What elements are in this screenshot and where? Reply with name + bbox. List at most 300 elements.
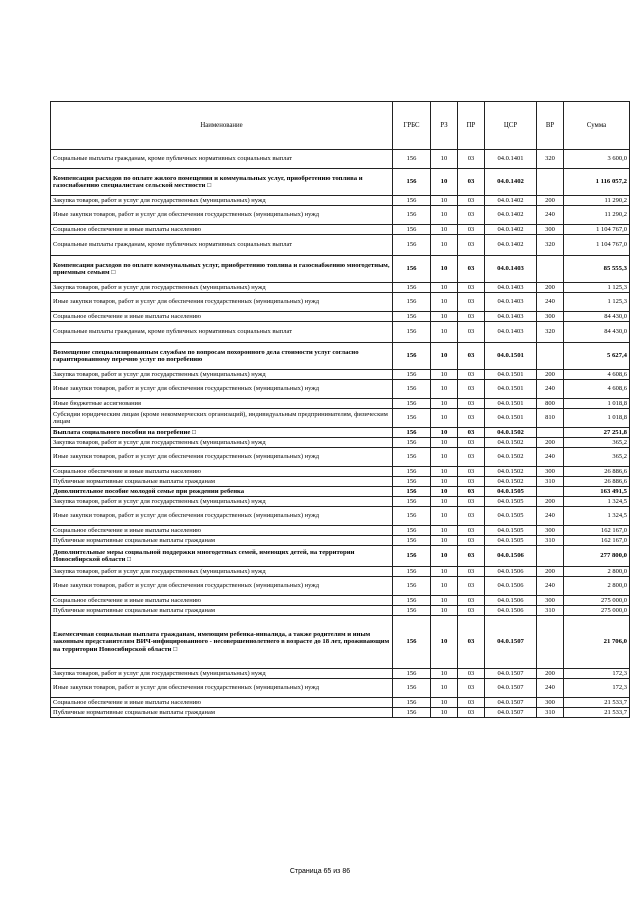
cell-rz: 10 bbox=[431, 322, 458, 343]
cell-grbs: 156 bbox=[393, 428, 431, 438]
header-rz: РЗ bbox=[431, 102, 458, 150]
cell-vr: 240 bbox=[537, 206, 564, 225]
cell-rz: 10 bbox=[431, 546, 458, 567]
cell-csr: 04.0.1507 bbox=[485, 698, 537, 708]
cell-vr: 200 bbox=[537, 283, 564, 293]
cell-name: Закупка товаров, работ и услуг для государственных (муниципальных) нужд bbox=[51, 669, 393, 679]
table-row bbox=[51, 567, 630, 577]
budget-table bbox=[50, 101, 630, 718]
cell-sum: 21 706,0 bbox=[564, 616, 630, 669]
cell-grbs: 156 bbox=[393, 546, 431, 567]
cell-rz: 10 bbox=[431, 293, 458, 312]
cell-vr: 300 bbox=[537, 596, 564, 606]
table-section-row bbox=[51, 169, 630, 196]
cell-grbs: 156 bbox=[393, 596, 431, 606]
cell-name: Иные закупки товаров, работ и услуг для обеспечения государственных (муниципальных) нужд bbox=[51, 448, 393, 467]
table-row bbox=[51, 708, 630, 718]
cell-sum: 5 627,4 bbox=[564, 343, 630, 370]
cell-rz: 10 bbox=[431, 526, 458, 536]
cell-vr: 200 bbox=[537, 196, 564, 206]
table-row bbox=[51, 322, 630, 343]
table-row bbox=[51, 438, 630, 448]
cell-csr: 04.0.1402 bbox=[485, 225, 537, 235]
cell-grbs: 156 bbox=[393, 477, 431, 487]
cell-name: Социальное обеспечение и иные выплаты населению bbox=[51, 596, 393, 606]
cell-vr: 320 bbox=[537, 322, 564, 343]
table-row bbox=[51, 467, 630, 477]
cell-grbs: 156 bbox=[393, 343, 431, 370]
cell-rz: 10 bbox=[431, 477, 458, 487]
cell-sum: 21 533,7 bbox=[564, 698, 630, 708]
table-row bbox=[51, 293, 630, 312]
cell-rz: 10 bbox=[431, 679, 458, 698]
cell-rz: 10 bbox=[431, 708, 458, 718]
cell-pr: 03 bbox=[458, 708, 485, 718]
cell-name: Закупка товаров, работ и услуг для государственных (муниципальных) нужд bbox=[51, 567, 393, 577]
cell-sum: 26 886,6 bbox=[564, 477, 630, 487]
cell-grbs: 156 bbox=[393, 487, 431, 497]
header-grbs: ГРБС bbox=[393, 102, 431, 150]
cell-csr: 04.0.1402 bbox=[485, 196, 537, 206]
table-row bbox=[51, 526, 630, 536]
cell-csr: 04.0.1506 bbox=[485, 546, 537, 567]
cell-sum: 3 600,0 bbox=[564, 150, 630, 169]
cell-rz: 10 bbox=[431, 536, 458, 546]
cell-sum: 277 800,0 bbox=[564, 546, 630, 567]
cell-name: Компенсация расходов по оплате коммунальных услуг, приобретению топлива и газоснабжению многодетным, приемным семьям □ bbox=[51, 256, 393, 283]
cell-grbs: 156 bbox=[393, 312, 431, 322]
cell-grbs: 156 bbox=[393, 497, 431, 507]
cell-rz: 10 bbox=[431, 283, 458, 293]
cell-vr: 310 bbox=[537, 708, 564, 718]
cell-grbs: 156 bbox=[393, 616, 431, 669]
table-body bbox=[51, 150, 630, 718]
cell-grbs: 156 bbox=[393, 256, 431, 283]
cell-csr: 04.0.1505 bbox=[485, 536, 537, 546]
cell-name: Социальные выплаты гражданам, кроме публичных нормативных социальных выплат bbox=[51, 235, 393, 256]
table-row bbox=[51, 536, 630, 546]
cell-pr: 03 bbox=[458, 399, 485, 409]
cell-name: Иные закупки товаров, работ и услуг для обеспечения государственных (муниципальных) нужд bbox=[51, 293, 393, 312]
cell-sum: 1 104 767,0 bbox=[564, 235, 630, 256]
cell-rz: 10 bbox=[431, 448, 458, 467]
cell-csr: 04.0.1505 bbox=[485, 526, 537, 536]
cell-name: Закупка товаров, работ и услуг для государственных (муниципальных) нужд bbox=[51, 370, 393, 380]
cell-csr: 04.0.1506 bbox=[485, 596, 537, 606]
cell-csr: 04.0.1505 bbox=[485, 487, 537, 497]
cell-vr: 240 bbox=[537, 448, 564, 467]
cell-sum: 365,2 bbox=[564, 448, 630, 467]
table-header bbox=[51, 102, 630, 150]
cell-sum: 172,3 bbox=[564, 679, 630, 698]
table-row bbox=[51, 507, 630, 526]
table-row bbox=[51, 497, 630, 507]
cell-vr bbox=[537, 256, 564, 283]
cell-csr: 04.0.1403 bbox=[485, 312, 537, 322]
page-number: Страница 65 из 86 bbox=[289, 868, 351, 875]
cell-csr: 04.0.1506 bbox=[485, 567, 537, 577]
cell-name: Субсидии юридическим лицам (кроме некоммерческих организаций), индивидуальным предпринимателям, физическим лицам bbox=[51, 409, 393, 428]
cell-grbs: 156 bbox=[393, 669, 431, 679]
cell-vr bbox=[537, 616, 564, 669]
cell-grbs: 156 bbox=[393, 235, 431, 256]
cell-vr: 240 bbox=[537, 293, 564, 312]
header-vr: ВР bbox=[537, 102, 564, 150]
cell-name: Закупка товаров, работ и услуг для государственных (муниципальных) нужд bbox=[51, 497, 393, 507]
cell-grbs: 156 bbox=[393, 409, 431, 428]
cell-name: Закупка товаров, работ и услуг для государственных (муниципальных) нужд bbox=[51, 196, 393, 206]
cell-rz: 10 bbox=[431, 596, 458, 606]
cell-sum: 1 104 767,0 bbox=[564, 225, 630, 235]
table-row bbox=[51, 606, 630, 616]
cell-pr: 03 bbox=[458, 225, 485, 235]
table-row bbox=[51, 577, 630, 596]
cell-csr: 04.0.1501 bbox=[485, 399, 537, 409]
cell-vr: 200 bbox=[537, 370, 564, 380]
cell-csr: 04.0.1402 bbox=[485, 235, 537, 256]
cell-sum: 84 430,0 bbox=[564, 312, 630, 322]
cell-pr: 03 bbox=[458, 150, 485, 169]
cell-vr: 200 bbox=[537, 438, 564, 448]
cell-name: Социальное обеспечение и иные выплаты населению bbox=[51, 526, 393, 536]
cell-rz: 10 bbox=[431, 370, 458, 380]
cell-grbs: 156 bbox=[393, 536, 431, 546]
cell-csr: 04.0.1401 bbox=[485, 150, 537, 169]
cell-pr: 03 bbox=[458, 196, 485, 206]
cell-grbs: 156 bbox=[393, 169, 431, 196]
table-row bbox=[51, 312, 630, 322]
cell-vr: 300 bbox=[537, 698, 564, 708]
cell-sum: 1 324,5 bbox=[564, 507, 630, 526]
cell-pr: 03 bbox=[458, 596, 485, 606]
cell-grbs: 156 bbox=[393, 679, 431, 698]
cell-pr: 03 bbox=[458, 235, 485, 256]
cell-grbs: 156 bbox=[393, 293, 431, 312]
cell-name: Иные бюджетные ассигнования bbox=[51, 399, 393, 409]
cell-rz: 10 bbox=[431, 343, 458, 370]
table-row bbox=[51, 448, 630, 467]
cell-csr: 04.0.1403 bbox=[485, 283, 537, 293]
table-row bbox=[51, 409, 630, 428]
table-row bbox=[51, 235, 630, 256]
cell-csr: 04.0.1501 bbox=[485, 380, 537, 399]
cell-rz: 10 bbox=[431, 487, 458, 497]
cell-name: Компенсация расходов по оплате жилого помещения и коммунальных услуг, приобретению топлива и газоснабжению специалистам сельской местности □ bbox=[51, 169, 393, 196]
table-section-row bbox=[51, 616, 630, 669]
cell-pr: 03 bbox=[458, 438, 485, 448]
cell-vr: 310 bbox=[537, 477, 564, 487]
cell-rz: 10 bbox=[431, 606, 458, 616]
cell-csr: 04.0.1507 bbox=[485, 616, 537, 669]
cell-rz: 10 bbox=[431, 577, 458, 596]
cell-rz: 10 bbox=[431, 169, 458, 196]
cell-grbs: 156 bbox=[393, 225, 431, 235]
cell-name: Публичные нормативные социальные выплаты гражданам bbox=[51, 477, 393, 487]
cell-vr: 240 bbox=[537, 679, 564, 698]
cell-csr: 04.0.1505 bbox=[485, 497, 537, 507]
cell-sum: 162 167,0 bbox=[564, 526, 630, 536]
cell-name: Иные закупки товаров, работ и услуг для обеспечения государственных (муниципальных) нужд bbox=[51, 577, 393, 596]
cell-rz: 10 bbox=[431, 567, 458, 577]
cell-grbs: 156 bbox=[393, 698, 431, 708]
cell-sum: 365,2 bbox=[564, 438, 630, 448]
cell-name: Социальные выплаты гражданам, кроме публичных нормативных социальных выплат bbox=[51, 322, 393, 343]
cell-pr: 03 bbox=[458, 293, 485, 312]
table-row bbox=[51, 380, 630, 399]
cell-name: Иные закупки товаров, работ и услуг для обеспечения государственных (муниципальных) нужд bbox=[51, 679, 393, 698]
cell-csr: 04.0.1403 bbox=[485, 293, 537, 312]
cell-rz: 10 bbox=[431, 380, 458, 399]
cell-rz: 10 bbox=[431, 467, 458, 477]
cell-rz: 10 bbox=[431, 225, 458, 235]
table-row bbox=[51, 698, 630, 708]
cell-csr: 04.0.1505 bbox=[485, 507, 537, 526]
table-section-row bbox=[51, 428, 630, 438]
cell-vr: 300 bbox=[537, 467, 564, 477]
cell-sum: 163 491,5 bbox=[564, 487, 630, 497]
cell-rz: 10 bbox=[431, 698, 458, 708]
header-pr: ПР bbox=[458, 102, 485, 150]
cell-sum: 1 116 057,2 bbox=[564, 169, 630, 196]
cell-vr: 240 bbox=[537, 380, 564, 399]
cell-pr: 03 bbox=[458, 428, 485, 438]
cell-vr: 810 bbox=[537, 409, 564, 428]
cell-name: Иные закупки товаров, работ и услуг для обеспечения государственных (муниципальных) нужд bbox=[51, 380, 393, 399]
cell-rz: 10 bbox=[431, 206, 458, 225]
cell-csr: 04.0.1501 bbox=[485, 409, 537, 428]
cell-rz: 10 bbox=[431, 669, 458, 679]
cell-vr: 300 bbox=[537, 526, 564, 536]
table-row bbox=[51, 399, 630, 409]
cell-csr: 04.0.1502 bbox=[485, 477, 537, 487]
table-section-row bbox=[51, 487, 630, 497]
cell-pr: 03 bbox=[458, 380, 485, 399]
cell-pr: 03 bbox=[458, 536, 485, 546]
cell-vr: 300 bbox=[537, 312, 564, 322]
cell-pr: 03 bbox=[458, 477, 485, 487]
cell-pr: 03 bbox=[458, 343, 485, 370]
cell-pr: 03 bbox=[458, 679, 485, 698]
cell-pr: 03 bbox=[458, 507, 485, 526]
cell-rz: 10 bbox=[431, 256, 458, 283]
cell-pr: 03 bbox=[458, 577, 485, 596]
cell-grbs: 156 bbox=[393, 196, 431, 206]
cell-rz: 10 bbox=[431, 196, 458, 206]
cell-vr bbox=[537, 546, 564, 567]
table-row bbox=[51, 477, 630, 487]
cell-pr: 03 bbox=[458, 698, 485, 708]
cell-vr bbox=[537, 487, 564, 497]
cell-csr: 04.0.1502 bbox=[485, 438, 537, 448]
cell-grbs: 156 bbox=[393, 467, 431, 477]
cell-vr: 320 bbox=[537, 150, 564, 169]
cell-grbs: 156 bbox=[393, 322, 431, 343]
cell-name: Ежемесячная социальная выплата гражданам, имеющим ребенка-инвалида, а также родителям и иным законным представителям ВИЧ-инфицированного - несовершеннолетнего в возрасте до 18 лет, проживающим на территории Новосибирской области □ bbox=[51, 616, 393, 669]
cell-grbs: 156 bbox=[393, 526, 431, 536]
table-section-row bbox=[51, 256, 630, 283]
cell-grbs: 156 bbox=[393, 283, 431, 293]
cell-sum: 11 290,2 bbox=[564, 206, 630, 225]
header-row bbox=[51, 102, 630, 150]
cell-grbs: 156 bbox=[393, 438, 431, 448]
cell-vr: 240 bbox=[537, 577, 564, 596]
cell-sum: 275 000,0 bbox=[564, 596, 630, 606]
cell-pr: 03 bbox=[458, 606, 485, 616]
cell-vr bbox=[537, 428, 564, 438]
cell-name: Иные закупки товаров, работ и услуг для обеспечения государственных (муниципальных) нужд bbox=[51, 206, 393, 225]
cell-sum: 1 324,5 bbox=[564, 497, 630, 507]
table-row bbox=[51, 225, 630, 235]
cell-csr: 04.0.1506 bbox=[485, 577, 537, 596]
cell-pr: 03 bbox=[458, 526, 485, 536]
cell-pr: 03 bbox=[458, 409, 485, 428]
cell-csr: 04.0.1502 bbox=[485, 428, 537, 438]
cell-pr: 03 bbox=[458, 467, 485, 477]
cell-rz: 10 bbox=[431, 497, 458, 507]
cell-name: Публичные нормативные социальные выплаты гражданам bbox=[51, 606, 393, 616]
cell-rz: 10 bbox=[431, 438, 458, 448]
cell-pr: 03 bbox=[458, 206, 485, 225]
cell-grbs: 156 bbox=[393, 206, 431, 225]
cell-csr: 04.0.1502 bbox=[485, 467, 537, 477]
cell-vr: 320 bbox=[537, 235, 564, 256]
cell-pr: 03 bbox=[458, 283, 485, 293]
cell-name: Закупка товаров, работ и услуг для государственных (муниципальных) нужд bbox=[51, 283, 393, 293]
cell-csr: 04.0.1402 bbox=[485, 169, 537, 196]
table-row bbox=[51, 196, 630, 206]
cell-grbs: 156 bbox=[393, 567, 431, 577]
cell-name: Дополнительные меры социальной поддержки многодетных семей, имеющих детей, на территории Новосибирской области □ bbox=[51, 546, 393, 567]
cell-pr: 03 bbox=[458, 312, 485, 322]
cell-name: Публичные нормативные социальные выплаты гражданам bbox=[51, 708, 393, 718]
cell-csr: 04.0.1501 bbox=[485, 343, 537, 370]
table-row bbox=[51, 150, 630, 169]
cell-sum: 275 000,0 bbox=[564, 606, 630, 616]
cell-grbs: 156 bbox=[393, 507, 431, 526]
cell-name: Социальные выплаты гражданам, кроме публичных нормативных социальных выплат bbox=[51, 150, 393, 169]
cell-vr: 200 bbox=[537, 567, 564, 577]
cell-csr: 04.0.1403 bbox=[485, 322, 537, 343]
cell-rz: 10 bbox=[431, 616, 458, 669]
table-row bbox=[51, 206, 630, 225]
cell-name: Социальное обеспечение и иные выплаты населению bbox=[51, 225, 393, 235]
cell-grbs: 156 bbox=[393, 577, 431, 596]
cell-sum: 2 800,0 bbox=[564, 577, 630, 596]
cell-sum: 1 125,3 bbox=[564, 293, 630, 312]
cell-sum: 162 167,0 bbox=[564, 536, 630, 546]
cell-pr: 03 bbox=[458, 546, 485, 567]
header-csr: ЦСР bbox=[485, 102, 537, 150]
cell-pr: 03 bbox=[458, 256, 485, 283]
cell-sum: 1 018,8 bbox=[564, 399, 630, 409]
table-section-row bbox=[51, 546, 630, 567]
cell-pr: 03 bbox=[458, 370, 485, 380]
cell-sum: 172,3 bbox=[564, 669, 630, 679]
table-row bbox=[51, 669, 630, 679]
cell-name: Публичные нормативные социальные выплаты гражданам bbox=[51, 536, 393, 546]
cell-grbs: 156 bbox=[393, 380, 431, 399]
cell-pr: 03 bbox=[458, 669, 485, 679]
cell-rz: 10 bbox=[431, 312, 458, 322]
cell-name: Социальное обеспечение и иные выплаты населению bbox=[51, 698, 393, 708]
cell-sum: 84 430,0 bbox=[564, 322, 630, 343]
table-row bbox=[51, 596, 630, 606]
cell-rz: 10 bbox=[431, 428, 458, 438]
header-name: Наименование bbox=[51, 102, 393, 150]
cell-pr: 03 bbox=[458, 567, 485, 577]
table-section-row bbox=[51, 343, 630, 370]
cell-csr: 04.0.1501 bbox=[485, 370, 537, 380]
cell-csr: 04.0.1507 bbox=[485, 669, 537, 679]
cell-sum: 4 608,6 bbox=[564, 370, 630, 380]
cell-rz: 10 bbox=[431, 235, 458, 256]
cell-vr: 200 bbox=[537, 497, 564, 507]
cell-name: Дополнительное пособие молодой семье при рождении ребенка bbox=[51, 487, 393, 497]
cell-rz: 10 bbox=[431, 409, 458, 428]
cell-pr: 03 bbox=[458, 497, 485, 507]
cell-sum: 26 886,6 bbox=[564, 467, 630, 477]
cell-rz: 10 bbox=[431, 507, 458, 526]
cell-pr: 03 bbox=[458, 487, 485, 497]
cell-grbs: 156 bbox=[393, 399, 431, 409]
cell-csr: 04.0.1506 bbox=[485, 606, 537, 616]
cell-grbs: 156 bbox=[393, 448, 431, 467]
cell-sum: 85 555,3 bbox=[564, 256, 630, 283]
cell-pr: 03 bbox=[458, 616, 485, 669]
cell-rz: 10 bbox=[431, 150, 458, 169]
cell-sum: 1 125,3 bbox=[564, 283, 630, 293]
cell-grbs: 156 bbox=[393, 708, 431, 718]
cell-vr bbox=[537, 343, 564, 370]
cell-vr: 310 bbox=[537, 606, 564, 616]
cell-sum: 1 018,8 bbox=[564, 409, 630, 428]
table-row bbox=[51, 370, 630, 380]
cell-sum: 27 251,8 bbox=[564, 428, 630, 438]
cell-name: Выплата социального пособия на погребение □ bbox=[51, 428, 393, 438]
cell-name: Социальное обеспечение и иные выплаты населению bbox=[51, 467, 393, 477]
table-row bbox=[51, 283, 630, 293]
cell-sum: 11 290,2 bbox=[564, 196, 630, 206]
cell-vr: 310 bbox=[537, 536, 564, 546]
cell-name: Иные закупки товаров, работ и услуг для обеспечения государственных (муниципальных) нужд bbox=[51, 507, 393, 526]
cell-grbs: 156 bbox=[393, 606, 431, 616]
cell-sum: 2 800,0 bbox=[564, 567, 630, 577]
cell-name: Закупка товаров, работ и услуг для государственных (муниципальных) нужд bbox=[51, 438, 393, 448]
cell-grbs: 156 bbox=[393, 150, 431, 169]
cell-vr: 200 bbox=[537, 669, 564, 679]
cell-csr: 04.0.1403 bbox=[485, 256, 537, 283]
cell-rz: 10 bbox=[431, 399, 458, 409]
table-row bbox=[51, 679, 630, 698]
header-sum: Сумма bbox=[564, 102, 630, 150]
cell-vr: 240 bbox=[537, 507, 564, 526]
cell-name: Возмещение специализированным службам по вопросам похоронного дела стоимости услуг согласно гарантированному перечню услуг по погребению bbox=[51, 343, 393, 370]
cell-sum: 4 608,6 bbox=[564, 380, 630, 399]
cell-grbs: 156 bbox=[393, 370, 431, 380]
cell-csr: 04.0.1507 bbox=[485, 708, 537, 718]
cell-csr: 04.0.1502 bbox=[485, 448, 537, 467]
cell-pr: 03 bbox=[458, 448, 485, 467]
cell-pr: 03 bbox=[458, 169, 485, 196]
cell-csr: 04.0.1507 bbox=[485, 679, 537, 698]
cell-vr: 300 bbox=[537, 225, 564, 235]
cell-vr bbox=[537, 169, 564, 196]
cell-name: Социальное обеспечение и иные выплаты населению bbox=[51, 312, 393, 322]
cell-csr: 04.0.1402 bbox=[485, 206, 537, 225]
cell-pr: 03 bbox=[458, 322, 485, 343]
cell-vr: 800 bbox=[537, 399, 564, 409]
cell-sum: 21 533,7 bbox=[564, 708, 630, 718]
